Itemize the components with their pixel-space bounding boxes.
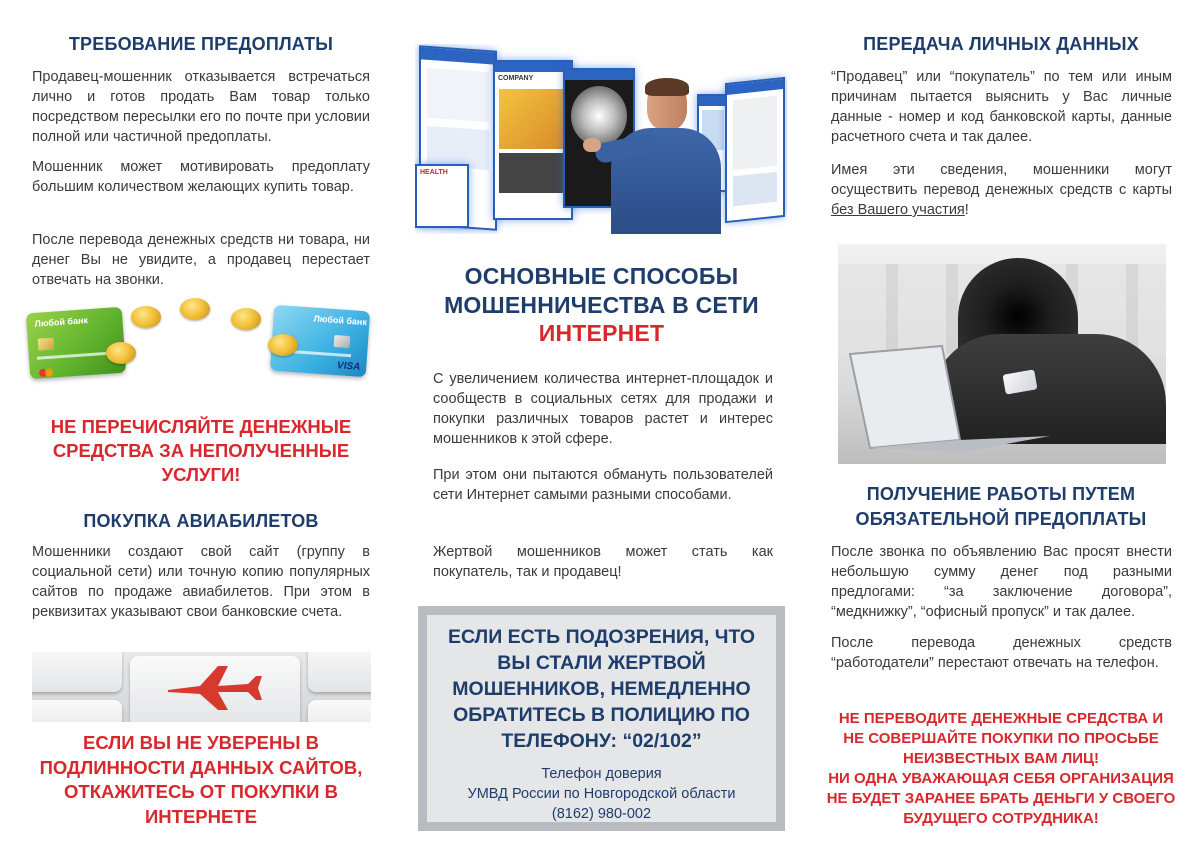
police-heading-line: ВЫ СТАЛИ ЖЕРТВОЙ: [497, 652, 706, 674]
warning-line: СРЕДСТВА ЗА НЕПОЛУЧЕННЫЕ: [52, 440, 350, 461]
underlined-phrase: без Вашего участия: [831, 202, 965, 218]
warning-line: НЕ ПЕРЕЧИСЛЯЙТЕ ДЕНЕЖНЫЕ: [50, 416, 352, 437]
keyboard-key: [32, 700, 122, 722]
prepayment-paragraph-1: Продавец-мошенник отказывается встречаться лично и готов продать Вам товар только посредством пересылки его по почте при условии полной или частичной предоплаты.: [32, 69, 370, 145]
card-bank-name: Любой банк: [34, 315, 89, 329]
job-title-line: ПОЛУЧЕНИЕ РАБОТЫ ПУТЕМ: [866, 484, 1136, 504]
warning-line: БУДУЩЕГО СОТРУДНИКА!: [903, 810, 1099, 827]
browser-window: [415, 164, 469, 228]
card-number: [37, 352, 107, 360]
coin-icon: [106, 342, 136, 364]
personal-data-paragraph-1: “Продавец” или “покупатель” по тем или иным причинам пытается выяснить у Вас личные данные - номер и код банковской карты, данные расчетного счета и так далее.: [831, 69, 1172, 145]
police-contact-heading: [427, 624, 776, 754]
warning-line: УСЛУГИ!: [161, 464, 241, 485]
prepayment-paragraph-3: После перевода денежных средств ни товара, ни денег Вы не увидите, а продавец перестает отвечать на звонки.: [32, 232, 370, 288]
browser-window: [493, 60, 573, 220]
laptop-icon: [842, 344, 1052, 454]
hotline-info: [427, 764, 776, 824]
man-hand: [583, 138, 601, 152]
personal-text: Имея эти сведения, мошенники могут осуществить перевод денежных средств с карты: [831, 162, 1172, 198]
section-title-job-prepayment: [830, 482, 1172, 532]
warning-line: НЕ ПЕРЕВОДИТЕ ДЕНЕЖНЫЕ СРЕДСТВА И: [838, 710, 1164, 727]
hotline-label: Телефон доверия: [541, 766, 662, 782]
prepayment-paragraph-2: Мошенник может мотивировать предоплату большим количеством желающих купить товар.: [32, 159, 370, 195]
air-tickets-paragraph: Мошенники создают свой сайт (группу в социальной сети) или точную копию популярных сайтов по продаже авиабилетов. При этом в реквизитах указывают свои банковские счета.: [32, 544, 370, 620]
personal-text: !: [964, 202, 969, 218]
section-title-personal-data: ПЕРЕДАЧА ЛИЧНЫХ ДАННЫХ: [863, 34, 1139, 54]
coin-icon: [131, 306, 161, 328]
man-figure: [599, 80, 725, 234]
main-title-line: ОСНОВНЫЕ СПОСОБЫ: [464, 263, 739, 289]
warning-line: НЕИЗВЕСТНЫХ ВАМ ЛИЦ!: [902, 750, 1099, 767]
mastercard-icon: [37, 364, 54, 374]
main-title: [418, 262, 785, 348]
man-hair: [645, 78, 689, 96]
visa-logo: VISA: [336, 360, 361, 373]
bank-cards-illustration: [26, 296, 376, 401]
main-title-line: МОШЕННИЧЕСТВА В СЕТИ: [444, 291, 759, 318]
intro-paragraph-3: Жертвой мошенников может стать как покупатель, так и продавец!: [433, 544, 773, 580]
warning-line: ИНТЕРНЕТЕ: [145, 805, 257, 827]
police-heading-line: ЕСЛИ ЕСТЬ ПОДОЗРЕНИЯ, ЧТО: [447, 626, 756, 648]
keyboard-key: [308, 700, 371, 722]
intro-paragraph-2: При этом они пытаются обмануть пользователей сети Интернет самыми разными способами.: [433, 467, 773, 503]
coin-icon: [231, 308, 261, 330]
police-heading-line: ТЕЛЕФОНУ: “02/102”: [501, 730, 702, 752]
keyboard-key: [32, 652, 122, 692]
hacker-laptop-image: [838, 244, 1166, 464]
bank-card-icon: [26, 307, 126, 380]
warning-line: ОТКАЖИТЕСЬ ОТ ПОКУПКИ В: [64, 781, 338, 802]
browser-page-text: COMPANY: [498, 75, 534, 82]
police-heading-line: ОБРАТИТЕСЬ В ПОЛИЦИЮ ПО: [453, 704, 750, 726]
warning-line: ПОДЛИННОСТИ ДАННЫХ САЙТОВ,: [39, 756, 363, 778]
card-bank-name: Любой банк: [313, 313, 368, 328]
card-chip: [334, 335, 351, 348]
browser-window: [725, 77, 785, 223]
hotline-phone: (8162) 980-002: [551, 806, 652, 822]
keyboard-airplane-image: [32, 652, 371, 722]
warning-job-scam: [826, 709, 1176, 829]
section-title-prepayment: ТРЕБОВАНИЕ ПРЕДОПЛАТЫ: [68, 34, 334, 54]
warning-no-transfer: [26, 415, 376, 487]
job-paragraph-1: После звонка по объявлению Вас просят внести небольшую сумму денег под разными предлогами: “за заключение договора”, “медкнижку”, “офисный пропуск” и так далее.: [831, 544, 1172, 620]
warning-line: ЕСЛИ ВЫ НЕ УВЕРЕНЫ В: [83, 732, 319, 753]
hotline-org: УМВД России по Новгородской области: [467, 786, 736, 802]
warning-line: НЕ СОВЕРШАЙТЕ ПОКУПКИ ПО ПРОСЬБЕ: [843, 730, 1159, 747]
warning-line: НЕ БУДЕТ ЗАРАНЕЕ БРАТЬ ДЕНЬГИ У СВОЕГО: [826, 790, 1176, 807]
airplane-icon: [160, 658, 270, 714]
warning-verify-sites: [26, 731, 376, 829]
intro-paragraph-1: С увеличением количества интернет-площадок и сообществ в социальных сетях для продажи и покупки различных товаров растет и интерес мошенников к этой сфере.: [433, 371, 773, 447]
personal-data-paragraph-2: [831, 160, 1172, 220]
browsers-illustration: [415, 44, 787, 234]
job-paragraph-2: После перевода денежных средств “работодатели” перестают отвечать на телефон.: [831, 635, 1172, 671]
coin-icon: [268, 334, 298, 356]
section-title-air-tickets: ПОКУПКА АВИАБИЛЕТОВ: [83, 511, 319, 531]
job-title-line: ОБЯЗАТЕЛЬНОЙ ПРЕДОПЛАТЫ: [855, 509, 1147, 529]
warning-line: НИ ОДНА УВАЖАЮЩАЯ СЕБЯ ОРГАНИЗАЦИЯ: [828, 770, 1174, 787]
main-title-line-red: ИНТЕРНЕТ: [538, 320, 665, 346]
coin-icon: [180, 298, 210, 320]
police-contact-box: [418, 606, 785, 831]
police-heading-line: МОШЕННИКОВ, НЕМЕДЛЕННО: [452, 678, 751, 700]
card-chip: [38, 338, 55, 351]
keyboard-key: [308, 652, 371, 692]
browser-page-text: HEALTH: [420, 169, 448, 176]
